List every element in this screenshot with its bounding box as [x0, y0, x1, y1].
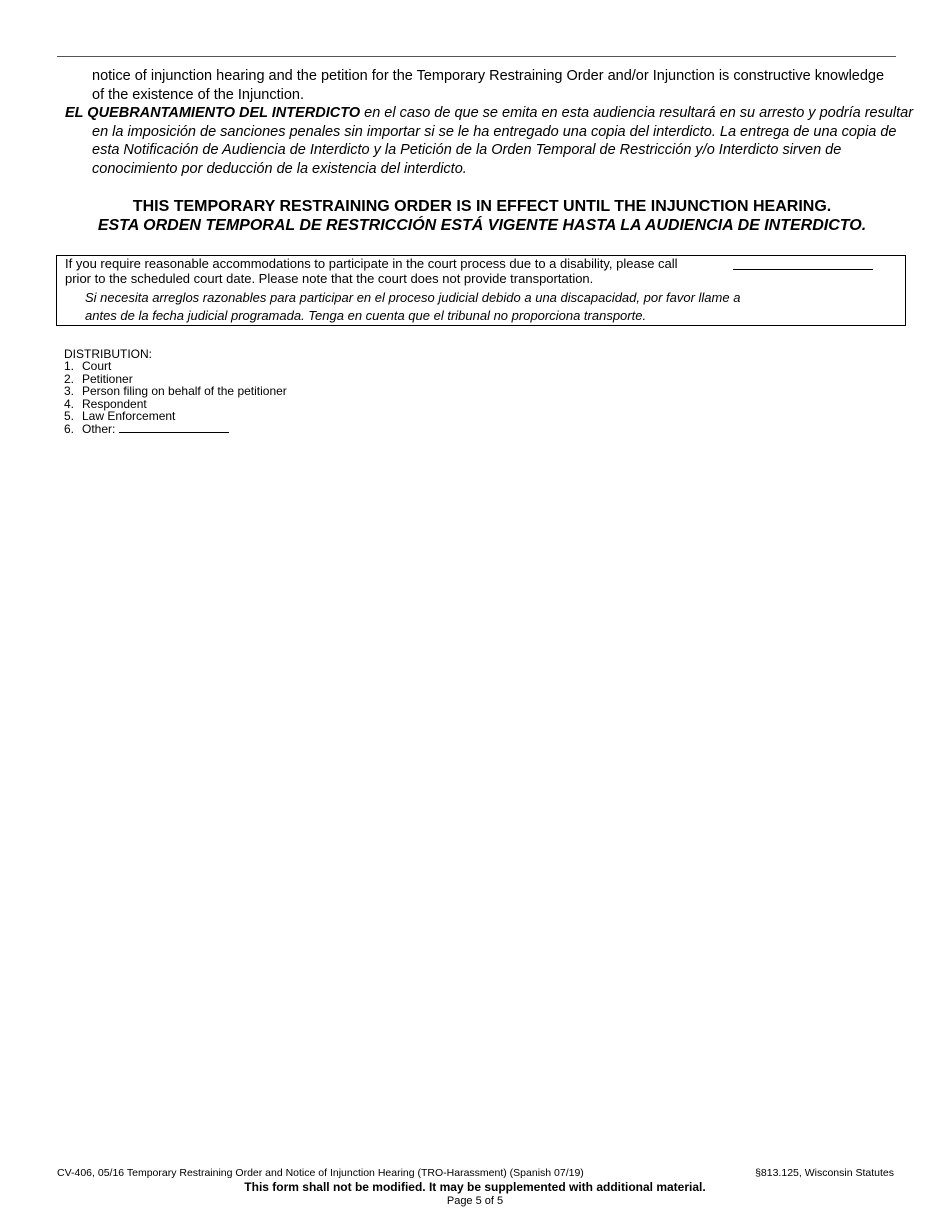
distribution-item-label: Other:: [82, 422, 116, 437]
effect-notice-english: THIS TEMPORARY RESTRAINING ORDER IS IN EFFECT UNTIL THE INJUNCTION HEARING.: [132, 198, 832, 215]
accommodations-spanish-line1: Si necesita arreglos razonables para participar en el proceso judicial debido a una discapacidad, por favor llame a: [85, 290, 741, 305]
other-recipient-blank[interactable]: [119, 422, 229, 433]
distribution-heading: DISTRIBUTION:: [64, 347, 153, 361]
distribution-item-label: Petitioner: [82, 371, 133, 386]
accommodations-spanish-line2: antes de la fecha judicial programada. Tenga en cuenta que el tribunal no proporciona transporte.: [85, 308, 647, 323]
continuation-paragraph: notice of injunction hearing and the petition for the Temporary Restraining Order and/or Injunction is constructive knowledge of the existence of the Injunction.: [92, 68, 885, 103]
statute-reference: §813.125, Wisconsin Statutes: [755, 1167, 894, 1179]
distribution-item-label: Law Enforcement: [82, 409, 176, 424]
effect-notice-spanish: ESTA ORDEN TEMPORAL DE RESTRICCIÓN ESTÁ VIGENTE HASTA LA AUDIENCIA DE INTERDICTO.: [97, 217, 867, 234]
distribution-item-label: Person filing on behalf of the petitioner: [82, 384, 287, 399]
distribution-item-number: 2.: [64, 371, 75, 386]
spanish-warning-paragraph: [65, 104, 922, 178]
distribution-item-number: 6.: [64, 422, 75, 437]
distribution-item: [64, 422, 287, 435]
distribution-item-label: Respondent: [82, 396, 147, 411]
accommodations-english-line1: If you require reasonable accommodations to participate in the court process due to a disability, please call: [65, 256, 678, 271]
distribution-item-number: 3.: [64, 384, 75, 399]
accommodations-english-line2: prior to the scheduled court date. Please note that the court does not provide transportation.: [65, 271, 594, 286]
distribution-item-number: 4.: [64, 396, 75, 411]
page-number: Page 5 of 5: [446, 1195, 504, 1207]
phone-number-blank[interactable]: [733, 269, 873, 270]
accommodations-box: [56, 255, 906, 326]
spanish-warning-text: en el caso de que se emita en esta audiencia resultará en su arresto y podría resultar en la imposición de sanciones penales sin importar si se le ha entregado una copia del interdicto. La entrega de una copia de esta Notificación de Audiencia de Interdicto y la Petición de la Orden Temporal de Restricción y/o Interdicto sirven de conocimiento por deducción de la existencia del interdicto.: [92, 105, 914, 177]
form-identifier: CV-406, 05/16 Temporary Restraining Order and Notice of Injunction Hearing (TRO-Harassment) (Spanish 07/19): [57, 1167, 584, 1179]
effect-notice: [57, 197, 907, 235]
distribution-item-label: Court: [82, 359, 112, 374]
distribution-item-number: 1.: [64, 359, 75, 374]
spanish-warning-lead: EL QUEBRANTAMIENTO DEL INTERDICTO: [65, 105, 361, 121]
top-divider: [57, 56, 896, 57]
distribution-list: [64, 348, 287, 436]
distribution-item: [64, 410, 287, 422]
distribution-item-number: 5.: [64, 409, 75, 424]
modification-notice: This form shall not be modified. It may be supplemented with additional material.: [244, 1180, 706, 1194]
